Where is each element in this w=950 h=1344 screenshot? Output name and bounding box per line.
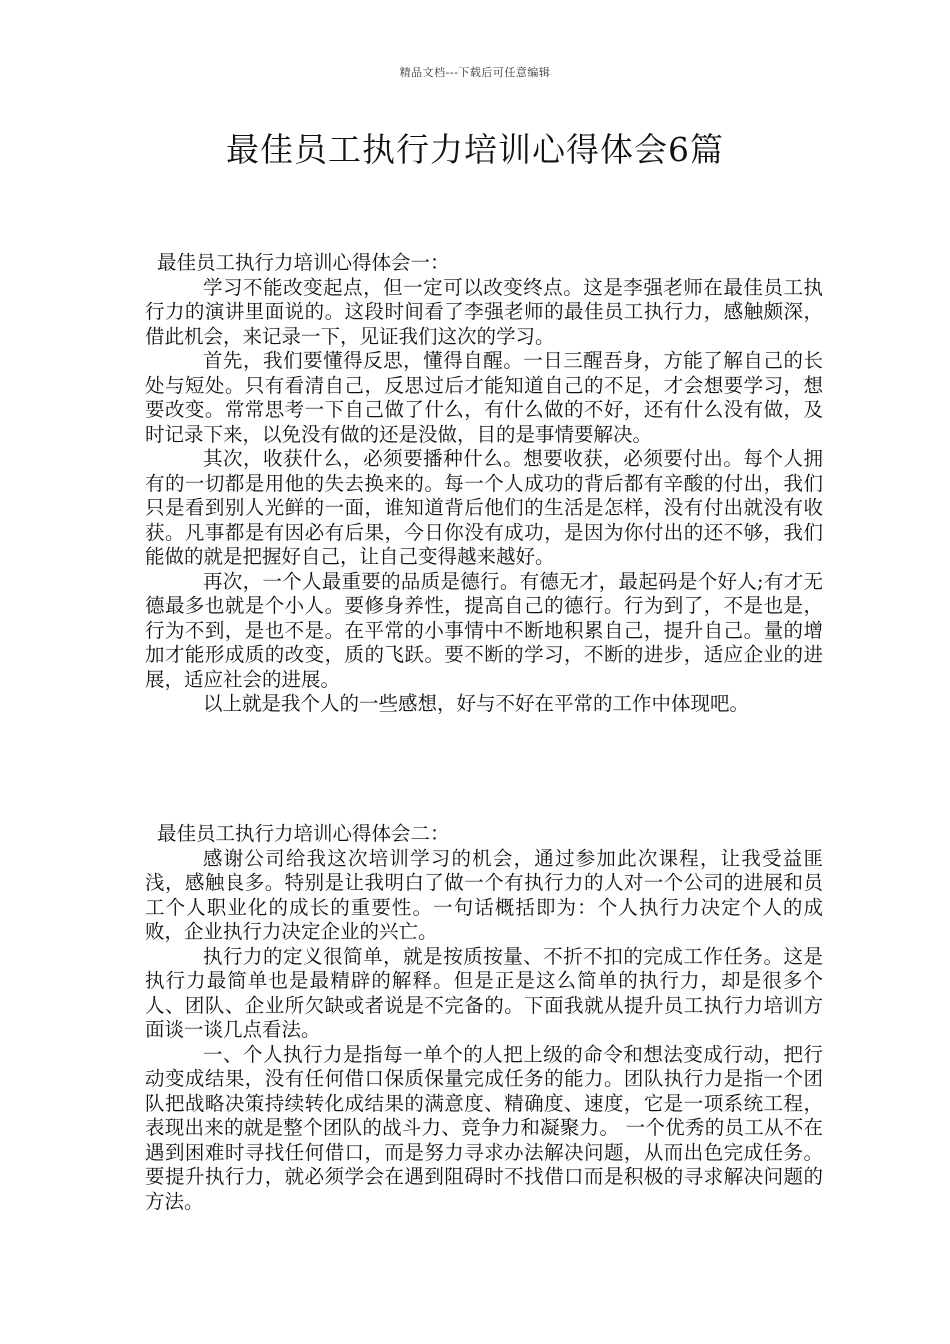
paragraph: 其次，收获什么，必须要播种什么。想要收获，必须要付出。每个人拥有的一切都是用他的失去换来的。每一个人成功的背后都有辛酸的付出，我们只是看到别人光鲜的一面，谁知道背后他们的生活是怎样，没有付出就没有收获。凡事都是有因必有后果，今日你没有成功，是因为你付出的还不够，我们能做的就是把握好自己，让自己变得越来越好。 [145, 447, 823, 568]
paragraph: 一、个人执行力是指每一单个的人把上级的命令和想法变成行动，把行动变成结果，没有任何借口保质保量完成任务的能力。团队执行力是指一个团队把战略决策持续转化成结果的满意度、精确度、速度，它是一项系统工程，表现出来的就是整个团队的战斗力、竞争力和凝聚力。 一个优秀的员工从不在遇到困难时寻找任何借口，而是努力寻求办法解决问题，从而出色完成任务。要提升执行力，就必须学会在遇到阻碍时不找借口而是积极的寻求解决问题的方法。 [145, 1042, 823, 1213]
paragraph: 学习不能改变起点，但一定可以改变终点。这是李强老师在最佳员工执行力的演讲里面说的。这段时间看了李强老师的最佳员工执行力，感触颇深，借此机会，来记录一下，见证我们这次的学习。 [145, 275, 823, 348]
paragraph: 执行力的定义很简单，就是按质按量、不折不扣的完成工作任务。这是执行力最简单也是最精辟的解释。但是正是这么简单的执行力，却是很多个人、团队、企业所欠缺或者说是不完备的。下面我就从提升员工执行力培训方面谈一谈几点看法。 [145, 944, 823, 1041]
header-note: 精品文档---下载后可任意编辑 [399, 66, 551, 79]
document-title: 最佳员工执行力培训心得体会6篇 [226, 130, 724, 169]
paragraph: 再次，一个人最重要的品质是德行。有德无才，最起码是个好人;有才无德最多也就是个小人。要修身养性，提高自己的德行。行为到了，不是也是，行为不到，是也不是。在平常的小事情中不断地积累自己，提升自己。量的增加才能形成质的改变，质的飞跃。要不断的学习，不断的进步，适应企业的进展，适应社会的进展。 [145, 569, 823, 691]
section-1 [145, 251, 823, 717]
paragraph: 感谢公司给我这次培训学习的机会，通过参加此次课程，让我受益匪浅，感触良多。特别是让我明白了做一个有执行力的人对一个公司的进展和员工个人职业化的成长的重要性。一句话概括即为：个人执行力决定个人的成败，企业执行力决定企业的兴亡。 [145, 846, 823, 943]
paragraph: 首先，我们要懂得反思，懂得自醒。一日三醒吾身，方能了解自己的长处与短处。只有看清自己，反思过后才能知道自己的不足，才会想要学习，想要改变。常常思考一下自己做了什么，有什么做的不好，还有什么没有做，及时记录下来，以免没有做的还是没做，目的是事情要解决。 [145, 349, 823, 446]
section-heading: 最佳员工执行力培训心得体会二： [157, 822, 450, 845]
section-2 [145, 822, 823, 1214]
paragraph: 以上就是我个人的一些感想，好与不好在平常的工作中体现吧。 [203, 692, 750, 715]
section-heading: 最佳员工执行力培训心得体会一： [157, 251, 450, 274]
